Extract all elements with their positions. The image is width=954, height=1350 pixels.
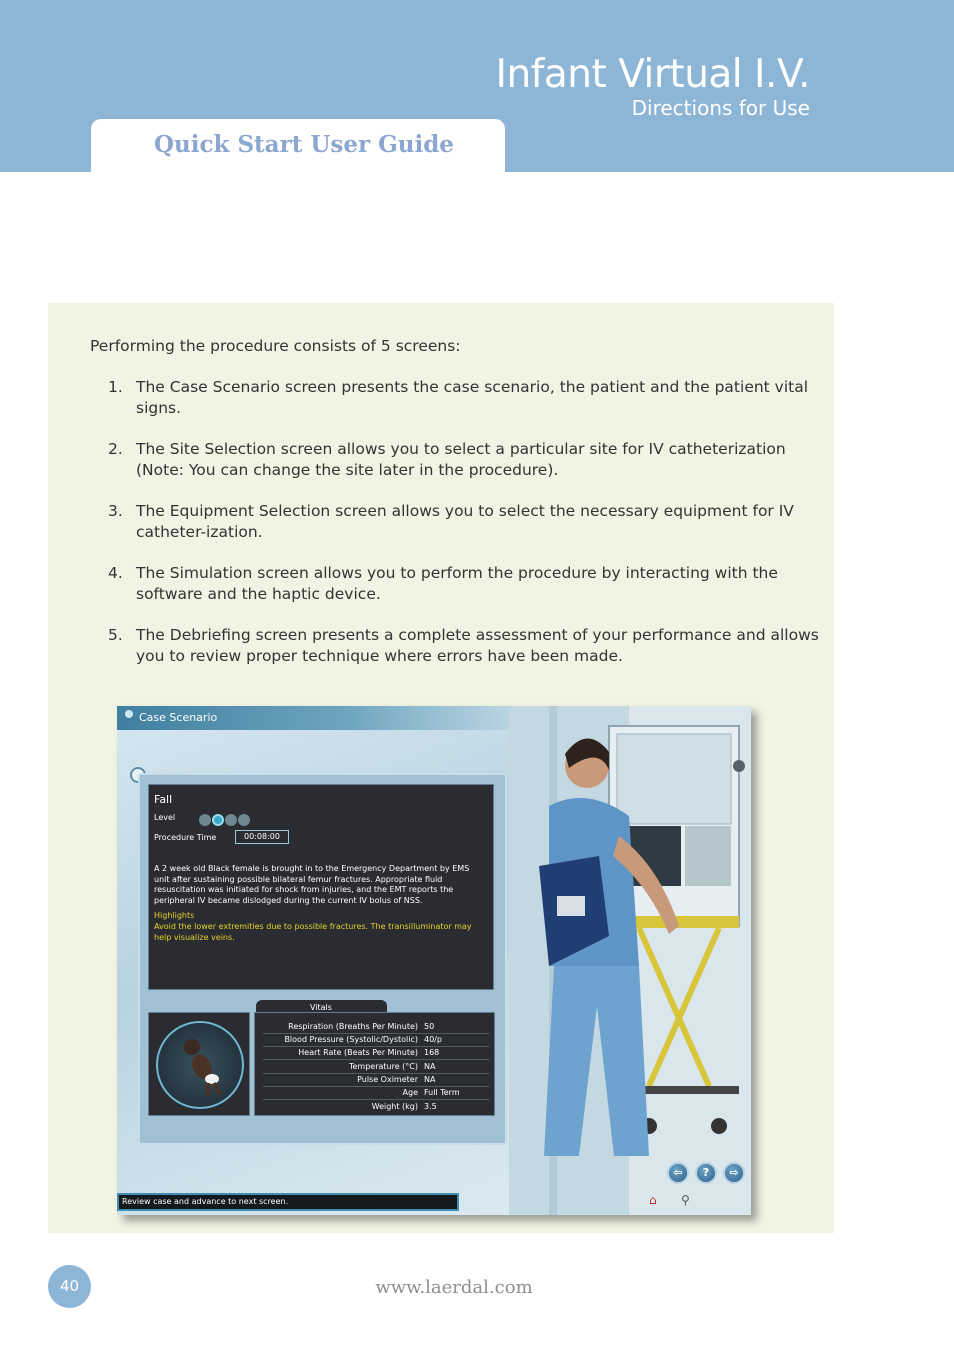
level-dot-active xyxy=(212,814,224,826)
patient-avatar xyxy=(156,1021,244,1109)
procedure-time-label: Procedure Time xyxy=(154,833,217,842)
document-subtitle: Directions for Use xyxy=(631,96,810,120)
table-row: Age Full Term xyxy=(263,1087,489,1100)
next-button[interactable]: ⇨ xyxy=(723,1162,745,1184)
table-row: Weight (kg) 3.5 xyxy=(371,1102,437,1111)
level-indicator xyxy=(199,811,251,830)
title-dot-icon xyxy=(125,710,133,718)
table-row: Heart Rate (Beats Per Minute) 168 xyxy=(263,1047,489,1060)
table-row: Respiration (Breaths Per Minute) 50 xyxy=(263,1021,489,1034)
page-number: 40 xyxy=(48,1265,91,1308)
guide-tab-label: Quick Start User Guide xyxy=(154,131,454,158)
status-text: Review case and advance to next screen. xyxy=(122,1197,289,1206)
home-icon[interactable]: ⌂ xyxy=(649,1193,657,1207)
table-row: Blood Pressure (Systolic/Dystolic) 40/p xyxy=(263,1034,489,1047)
header-band xyxy=(0,0,954,172)
search-icon[interactable]: ⚲ xyxy=(681,1193,690,1207)
list-item: 5. The Debriefing screen presents a complete assessment of your performance and allows you to review proper technique where errors have been made. xyxy=(108,626,819,665)
patient-panel xyxy=(148,1012,250,1116)
help-button[interactable]: ? xyxy=(695,1162,717,1184)
case-panel xyxy=(148,784,494,990)
case-description: A 2 week old Black female is brought in to the Emergency Department by EMS unit after sustaining possible bilateral femur fractures. Appropriate fluid resuscitation was initiated for shock from injuries, and the EMT reports the peripheral IV became dislodged during the current IV bolus of NSS. xyxy=(154,864,470,905)
status-bar xyxy=(117,1193,459,1211)
level-dot xyxy=(199,814,211,826)
vitals-title: Vitals xyxy=(310,1003,332,1012)
back-button[interactable]: ⇦ xyxy=(667,1162,689,1184)
document-title: Infant Virtual I.V. xyxy=(495,52,810,97)
infant-icon xyxy=(158,1023,242,1107)
list-item: 4. The Simulation screen allows you to perform the procedure by interacting with the software and the haptic device. xyxy=(108,564,778,603)
list-item: 2. The Site Selection screen allows you to select a particular site for IV catheterization (Note: You can change the site later in the procedure). xyxy=(108,440,786,479)
table-row: Temperature (°C) NA xyxy=(263,1061,489,1074)
nurse-incubator-illustration xyxy=(509,706,751,1215)
case-scenario-screenshot xyxy=(117,706,751,1215)
steps-list xyxy=(90,377,820,687)
footer-url: www.laerdal.com xyxy=(375,1277,533,1298)
level-label: Level xyxy=(154,813,176,822)
level-dot xyxy=(225,814,237,826)
highlights-title: Highlights xyxy=(154,911,195,920)
guide-tab xyxy=(91,119,505,173)
screen-title: Case Scenario xyxy=(139,711,218,724)
level-dot xyxy=(238,814,250,826)
highlights-text: Avoid the lower extremities due to possible fractures. The transilluminator may help visualize veins. xyxy=(154,922,472,942)
intro-text: Performing the procedure consists of 5 screens: xyxy=(90,337,461,355)
vitals-table xyxy=(254,1012,495,1116)
screen-title-bar xyxy=(117,706,537,730)
procedure-time-value: 00:08:00 xyxy=(235,830,289,844)
list-item: 1. The Case Scenario screen presents the case scenario, the patient and the patient vital signs. xyxy=(108,378,809,417)
table-row: Pulse Oximeter NA xyxy=(263,1074,489,1087)
list-item: 3. The Equipment Selection screen allows you to select the necessary equipment for IV catheter-ization. xyxy=(108,502,794,541)
case-name: Fall xyxy=(154,793,173,806)
